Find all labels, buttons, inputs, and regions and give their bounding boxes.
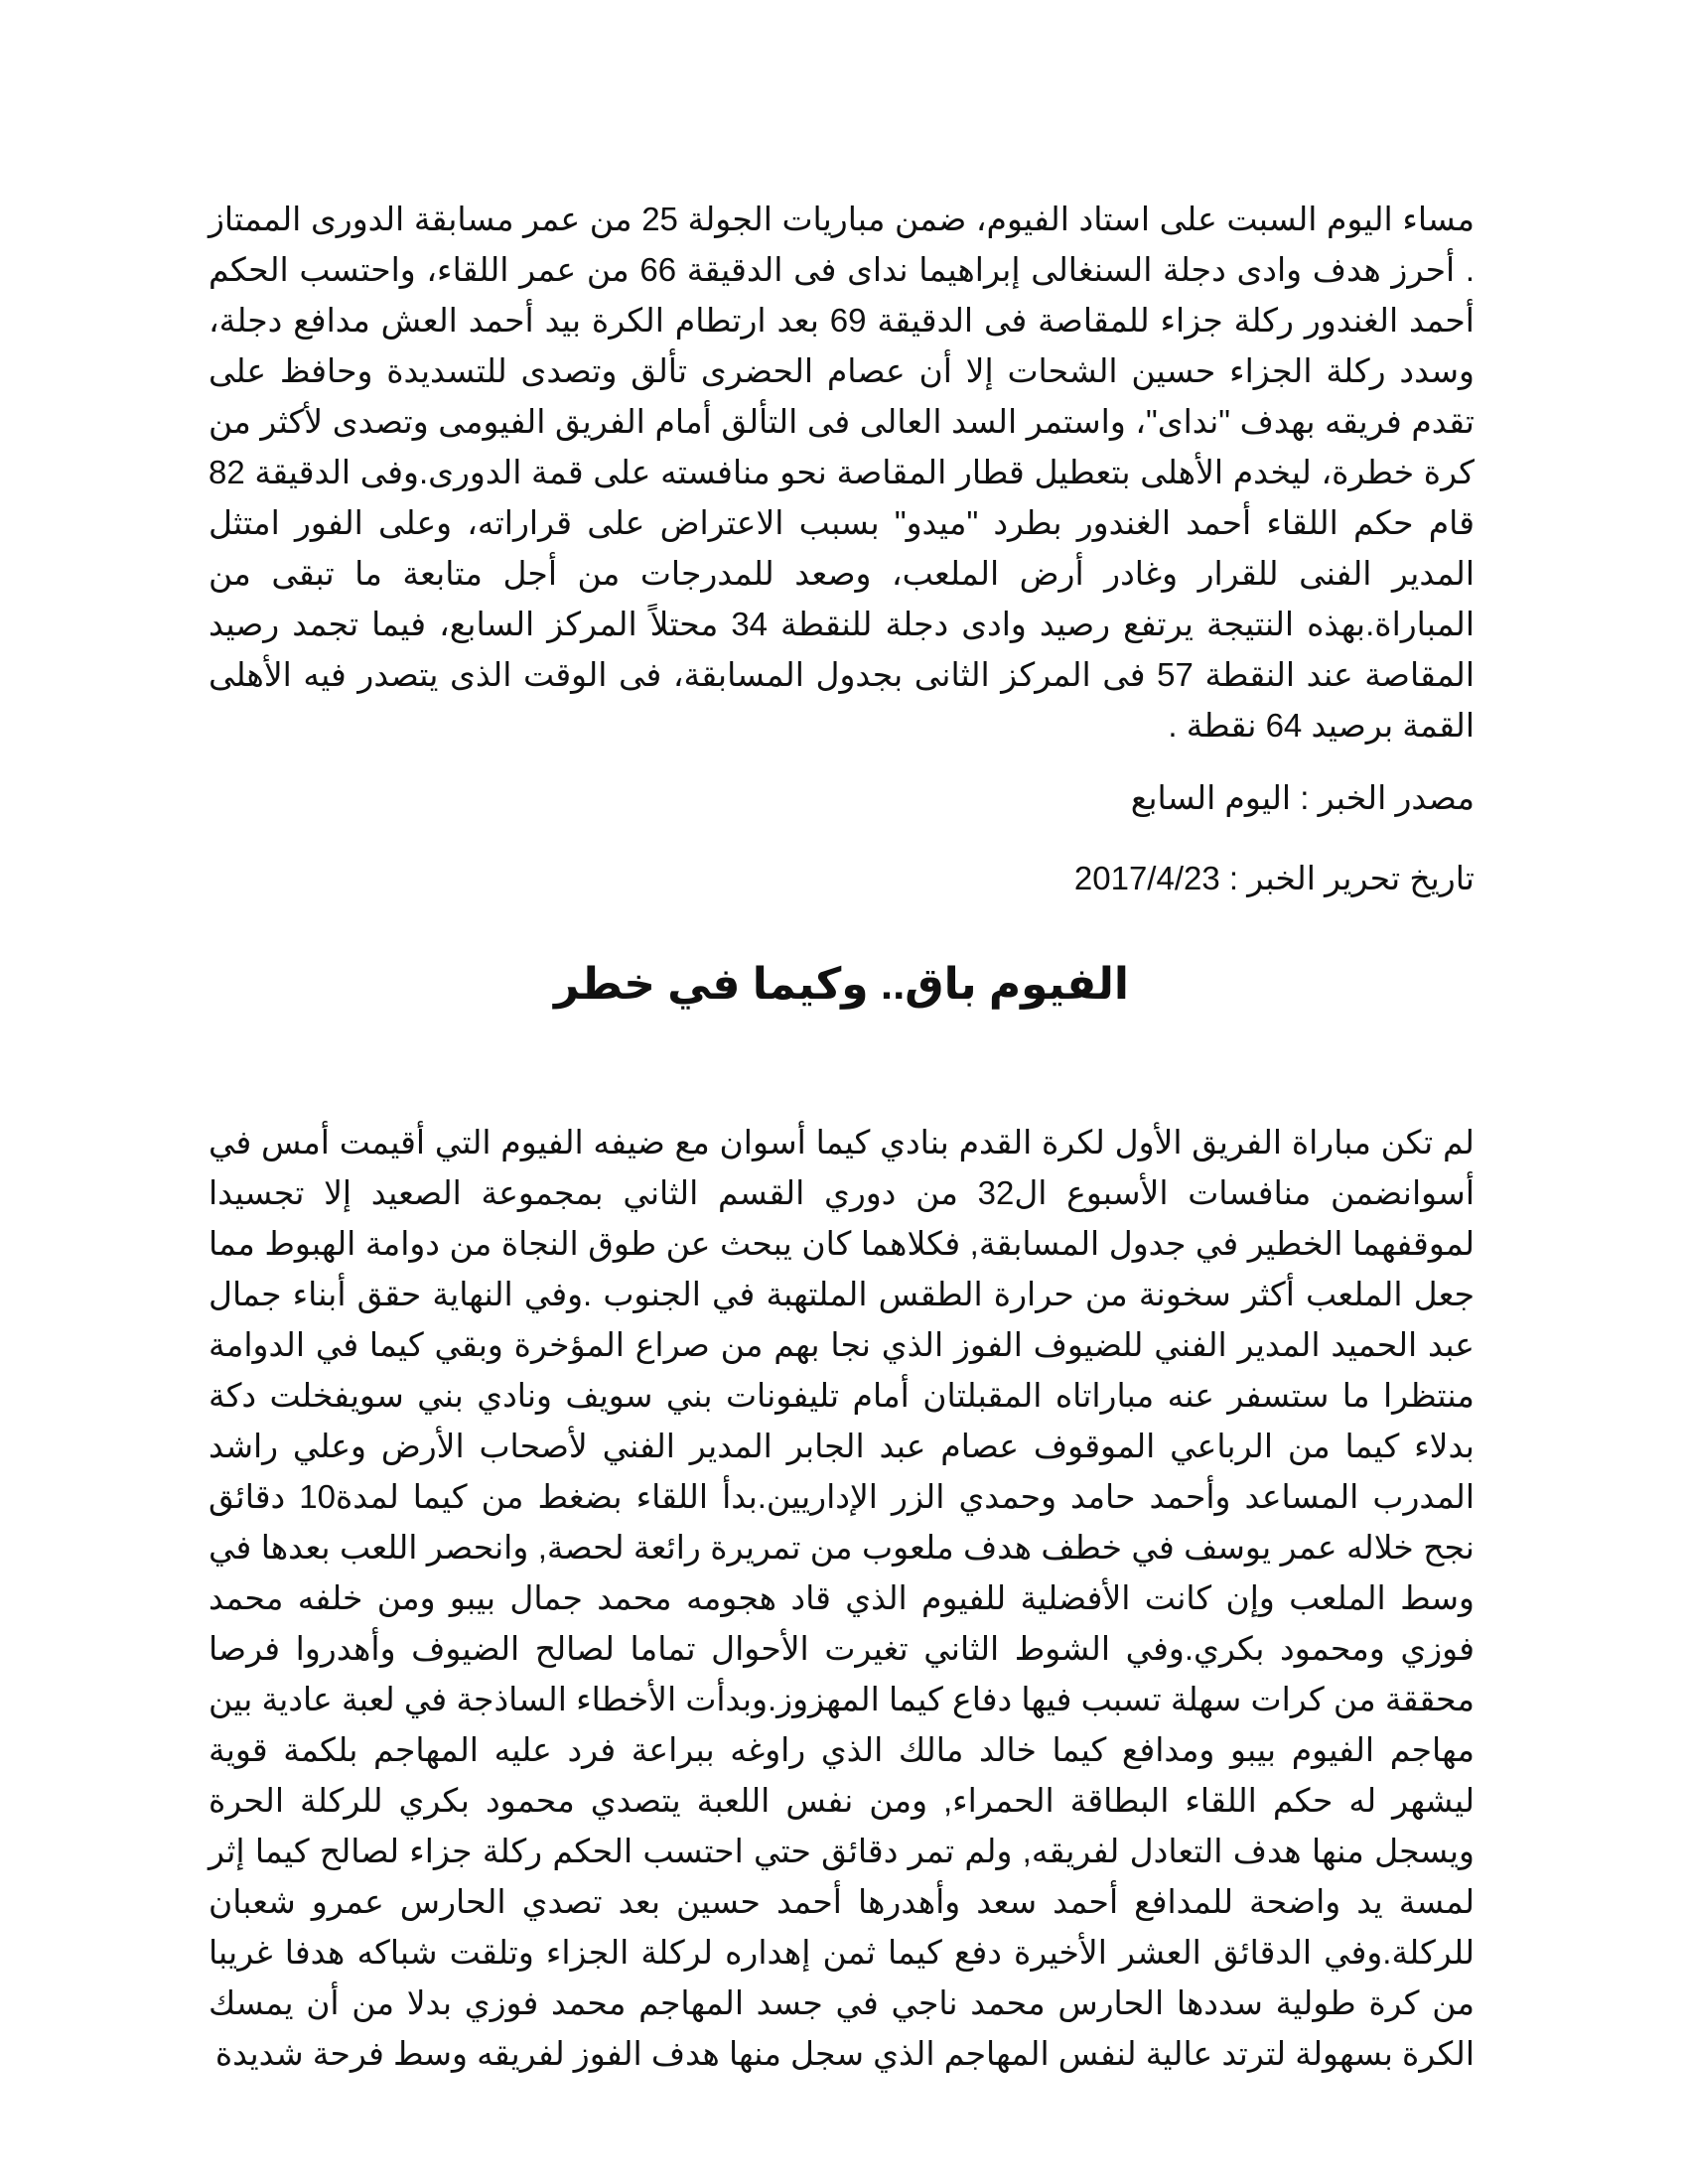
document-page [209,194,1475,2079]
news-source: مصدر الخبر : اليوم السابع [1130,779,1475,816]
article-paragraph: لم تكن مباراة الفريق الأول لكرة القدم بنادي كيما أسوان مع ضيفه الفيوم التي أقيمت أمس في أسوانضمن منافسات الأسبوع ال32 من دوري القسم الثاني بمجموعة الصعيد إلا تجسيدا لموقفهما الخطير في جدول المسابقة, فكلاهما كان يبحث عن طوق النجاة من دوامة الهبوط مما جعل الملعب أكثر سخونة من حرارة الطقس الملتهبة في الجنوب .وفي النهاية حقق أبناء جمال عبد الحميد المدير الفني للضيوف الفوز الذي نجا بهم من صراع المؤخرة وبقي كيما في الدوامة منتظرا ما ستسفر عنه مباراتاه المقبلتان أمام تليفونات بني سويف ونادي بني سويفخلت دكة بدلاء كيما من الرباعي الموقوف عصام عبد الجابر المدير الفني لأصحاب الأرض وعلي راشد المدرب المساعد وأحمد حامد وحمدي الزر الإداريين.بدأ اللقاء بضغط من كيما لمدة10 دقائق نجح خلاله عمر يوسف في خطف هدف ملعوب من تمريرة رائعة لحصة, وانحصر اللعب بعدها في وسط الملعب وإن كانت الأفضلية للفيوم الذي قاد هجومه محمد جمال بيبو ومن خلفه محمد فوزي ومحمود بكري.وفي الشوط الثاني تغيرت الأحوال تماما لصالح الضيوف وأهدروا فرصا محققة من كرات سهلة تسبب فيها دفاع كيما المهزوز.وبدأت الأخطاء الساذجة في لعبة عادية بين مهاجم الفيوم بيبو ومدافع كيما خالد مالك الذي راوغه ببراعة فرد عليه المهاجم بلكمة قوية ليشهر له حكم اللقاء البطاقة الحمراء, ومن نفس اللعبة يتصدي محمود بكري للركلة الحرة ويسجل منها هدف التعادل لفريقه, ولم تمر دقائق حتي احتسب الحكم ركلة جزاء لصالح كيما إثر لمسة يد واضحة للمدافع أحمد سعد وأهدرها أحمد حسين بعد تصدي الحارس عمرو شعبان للركلة.وفي الدقائق العشر الأخيرة دفع كيما ثمن إهداره لركلة الجزاء وتلقت شباكه هدفا غريبا من كرة طولية سددها الحارس محمد ناجي في جسد المهاجم محمد فوزي بدلا من أن يمسك الكرة بسهولة لترتد عالية لنفس المهاجم الذي سجل منها هدف الفوز لفريقه وسط فرحة شديدة [209,1124,1476,2072]
article-headline: الفيوم باق.. وكيما في خطر [554,960,1129,1009]
news-date: تاريخ تحرير الخبر : 2017/4/23 [1073,860,1475,896]
article-paragraph: مساء اليوم السبت على استاد الفيوم، ضمن مباريات الجولة 25 من عمر مسابقة الدورى الممتاز . أحرز هدف وادى دجلة السنغالى إبراهيما نداى فى الدقيقة 66 من عمر اللقاء، واحتسب الحكم أحمد الغندور ركلة جزاء للمقاصة فى الدقيقة 69 بعد ارتطام الكرة بيد أحمد العش مدافع دجلة، وسدد ركلة الجزاء حسين الشحات إلا أن عصام الحضرى تألق وتصدى للتسديدة وحافظ على تقدم فريقه بهدف "نداى"، واستمر السد العالى فى التألق أمام الفريق الفيومى وتصدى لأكثر من كرة خطرة، ليخدم الأهلى بتعطيل قطار المقاصة نحو منافسته على قمة الدورى.وفى الدقيقة 82 قام حكم اللقاء أحمد الغندور بطرد "ميدو" بسبب الاعتراض على قراراته، وعلى الفور امتثل المدير الفنى للقرار وغادر أرض الملعب، وصعد للمدرجات من أجل متابعة ما تبقى من المباراة.بهذه النتيجة يرتفع رصيد وادى دجلة للنقطة 34 محتلاً المركز السابع، فيما تجمد رصيد المقاصة عند النقطة 57 فى المركز الثانى بجدول المسابقة، فى الوقت الذى يتصدر فيه الأهلى القمة برصيد 64 نقطة . [209,201,1476,744]
